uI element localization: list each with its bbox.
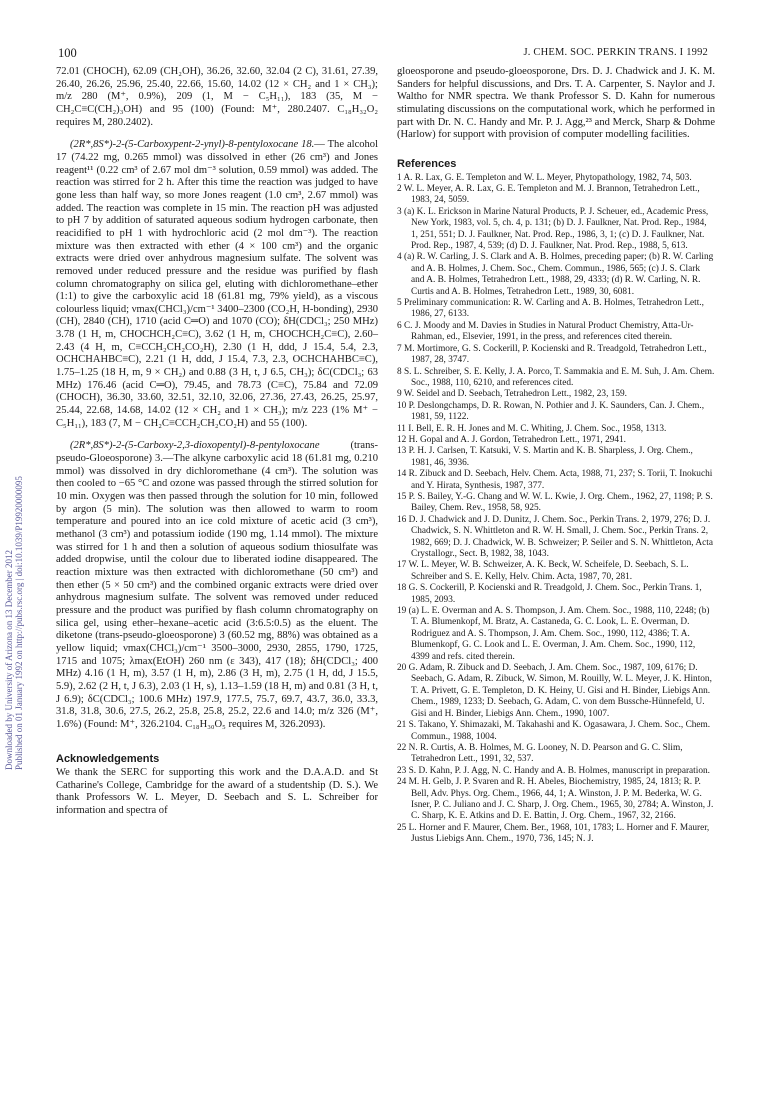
reference-item: 1 A. R. Lax, G. E. Templeton and W. L. Meyer, Phytopathology, 1982, 74, 503. xyxy=(397,172,692,183)
reference-item: 8 S. L. Schreiber, S. E. Kelly, J. A. Porco, T. Sammakia and E. M. Suh, J. Am. Chem. Soc., 1988, 110, 6210, and references cited. xyxy=(397,366,715,388)
compound-3-body: (trans-pseudo-Gloeosporone) 3.—The alkyne carboxylic acid 18 (61.81 mg, 0.210 mmol) was dissolved in dry dichloromethane (4 cm³). The solution was then cooled to −65 °C and ozone was passed through the stirred solution for 10 min. Oxygen was then passed through the solution for 10 min, followed by argon (5 min). The solution was then allowed to warm to room temperature and poured into an ice cold mixture of acetic acid (3 cm³), methanol (3 cm³) and potassium iodide (190 mg, 1.14 mmol). The mixture was stirred for 1 h and then a solution of aqueous sodium thiosulfate was added dropwise, until the colour due to liberated iodine disappeared. The reaction mixture was then extracted with dichloromethane (50 cm³) and then ether (5 × 50 cm³) and the combined organic extracts were dried over anhydrous magnesium sulfate. The solvent was removed under reduced pressure and the product was purified by flash column chromatography on silica gel, using ether–hexane–acetic acid (3:6.5:0.5) as the eluent. The diketone (trans-pseudo-gloeosporone) 3 (60.52 mg, 88%) was obtained as a yellow liquid; νmax(CHCl₃)/cm⁻¹ 3500–3000, 2930, 2855, 1790, 1725, 1715 and 1075; λmax(EtOH) 260 nm (ε 343), 417 (18); δH(CDCl₃; 400 MHz) 4.16 (1 H, m), 3.57 (1 H, m), 2.86 (3 H, m), 2.75 (1 H, dd, J 15.5, 5.9), 2.62 (2 H, t, J 6.3), 2.03 (1 H, s), 1.13–1.59 (18 H, m) and 0.81 (3 H, t, J 6.9); δC(CDCl₃; 100.6 MHz) 197.9, 177.5, 75.7, 69.7, 43.7, 36.0, 33.3, 31.8, 31.8, 30.6, 27.5, 26.2, 25.8, 25.8, 25.2, 22.6 and 14.0; m/z 326 (M⁺, 1.6%) (Found: M⁺, 326.2104. C₁₈H₃₀O₅ requires M, 326.2093). xyxy=(56,440,378,730)
reference-item: 25 L. Horner and F. Maurer, Chem. Ber., 1968, 101, 1783; L. Horner and F. Maurer, Justus Liebigs Ann. Chem., 1970, 736, 145; N. J. xyxy=(397,822,710,845)
acknowledgements-text: We thank the SERC for supporting this work and the D.A.A.D. and St Catharine's College, Cambridge for the award of a studentship (D. S.). We thank Professors W. L. Meyer, D. Seebach and S. L. Schreiber for information and spectra of xyxy=(56,767,378,817)
reference-item: 18 G. S. Cockerill, P. Kocienski and R. Treadgold, J. Chem. Soc., Perkin Trans. 1, 1985, 2093. xyxy=(397,583,702,605)
reference-item: 9 W. Seidel and D. Seebach, Tetrahedron Lett., 1982, 23, 159. xyxy=(397,389,628,400)
reference-item: 16 D. J. Chadwick and J. D. Dunitz, J. Chem. Soc., Perkin Trans. 2, 1979, 276; D. J. Chadwick, S. N. Whittleton and R. W. H. Small, J. Chem. Soc., Perkin Trans. 2, 1982, 669; D. J. Chadwick, W. B. Schweizer; P. Seiler and S. N. Whittleton, Acta Crystallogr., Sect. B, 1982, 38, 1043. xyxy=(397,514,713,559)
reference-item: 17 W. L. Meyer, W. B. Schweizer, A. K. Beck, W. Scheifele, D. Seebach, S. L. Schreiber and S. E. Kelly, Helv. Chim. Acta, 1987, 70, 281. xyxy=(397,560,689,582)
reference-item: 4 (a) R. W. Carling, J. S. Clark and A. B. Holmes, preceding paper; (b) R. W. Carling and A. B. Holmes, J. Chem. Soc., Chem. Commun., 1986, 565; (c) J. S. Clark and A. B. Holmes, Tetrahedron Lett., 1988, 29, 4333; (d) R. W. Carling, N. R. Curtis and A. B. Holmes, Tetrahedron Lett., 1989, 30, 6081. xyxy=(397,252,714,297)
reference-item: 3 (a) K. L. Erickson in Marine Natural Products, P. J. Scheuer, ed., Academic Press, New York, 1983, vol. 5, ch. 4, p. 131; (b) D. J. Faulkner, Nat. Prod. Rep., 1984, 1, 251, 551; D. J. Faulkner, Nat. Prod. Rep., 1986, 3, 1; (c) D. J. Faulkner, Nat. Prod. Rep., 1987, 4, 539; (d) D. J. Faulkner, Nat. Prod. Rep., 1988, 5, 613. xyxy=(397,206,709,252)
reference-item: 15 P. S. Bailey, Y.-G. Chang and W. W. L. Kwie, J. Org. Chem., 1962, 27, 1198; P. S. Bailey, Chem. Rev., 1958, 58, 925. xyxy=(397,491,713,514)
reference-item: 6 C. J. Moody and M. Davies in Studies in Natural Product Chemistry, Atta-Ur-Rahman, ed., Elsevier, 1991, in the press, and references cited therein. xyxy=(397,320,694,343)
compound-18-title: (2R*,8S*)-2-(5-Carboxypent-2-ynyl)-8-pentyloxocane 18. xyxy=(70,139,315,151)
reference-item: 2 W. L. Meyer, A. R. Lax, G. E. Templeton and M. J. Brannon, Tetrahedron Lett., 1983, 24, 5059. xyxy=(397,184,700,206)
reference-item: 7 M. Mortimore, G. S. Cockerill, P. Kocienski and R. Treadgold, Tetrahedron Lett., 1987, 28, 3747. xyxy=(397,343,707,366)
acknowledgements-continuation: gloeosporone and pseudo-gloeosporone, Drs. D. J. Chadwick and J. K. M. Sanders for helpful discussions, and Drs. T. A. Carpenter, S. Naylor and J. Waltho for NMR spectra. We thank Professor S. D. Kahn for numerous stimulating discussions on the computational work, which he performed in part with Dr. N. C. Handy and Mr. P. J. Agg,²³ and Merck, Sharp & Dohme (Harlow) for support with provision of computer modelling facilities. xyxy=(397,66,715,141)
reference-item: 22 N. R. Curtis, A. B. Holmes, M. G. Looney, N. D. Pearson and G. C. Slim, Tetrahedron Lett., 1991, 32, 537. xyxy=(397,742,683,765)
acknowledgements-heading: Acknowledgements xyxy=(56,753,160,766)
reference-item: 14 R. Zibuck and D. Seebach, Helv. Chem. Acta, 1988, 71, 237; S. Torii, T. Inokuchi and Y. Hirata, Synthesis, 1987, 377. xyxy=(397,469,713,491)
reference-item: 10 P. Deslongchamps, D. R. Rowan, N. Pothier and J. K. Saunders, Can. J. Chem., 1981, 59, 1122. xyxy=(397,400,705,423)
reference-item: 11 I. Bell, E. R. H. Jones and M. C. Whiting, J. Chem. Soc., 1958, 1313. xyxy=(397,423,667,434)
download-watermark xyxy=(4,250,22,770)
reference-item: 12 H. Gopal and A. J. Gordon, Tetrahedron Lett., 1971, 2941. xyxy=(397,434,626,445)
compound-18-body: — The alcohol 17 (74.22 mg, 0.265 mmol) was dissolved in ether (26 cm³) and Jones reagent¹¹ (0.22 cm³ of 2.67 mol dm⁻³ solution, 0.59 mmol) was added. The reaction was stirred for 2 h. After this time the reaction was judged to have gone less than half way, so more Jones reagent (1.0 cm³, 2.67 mmol) was added. The reaction was complete in 15 min. The reaction pH was adjusted to pH 7 by addition of saturated aqueous sodium hydrogen carbonate, then reacidified to pH 1 with hydrochloric acid (2 mol dm⁻³). The reaction mixture was then extracted with ether (4 × 100 cm³) and the organic extracts were dried over anhydrous magnesium sulfate. The solvent was removed under reduced pressure and the residue was purified by flash column chromatography on silica gel, eluting with dichloromethane–ether (1:1) to give the carboxylic acid 18 (61.81 mg, 79% yield), as a viscous colourless liquid; νmax(CHCl₃)/cm⁻¹ 3400–2300 (CO₂H, H-bonding), 2930 (CH), 2840 (CH), 1710 (acid C═O) and 1070 (CO); δH(CDCl₃; 250 MHz) 3.78 (1 H, m, CHOCHCH₂C≡C), 3.62 (1 H, m, CHOCHCH₂C≡C), 2.60–2.43 (4 H, m, C≡CCH₂CH₂CO₂H), 2.30 (1 H, ddd, J 15.4, 5.4, 2.3, OCHCHAHBC≡C), 2.21 (1 H, ddd, J 15.4, 7.3, 2.3, OCHCHAHBC≡C), 1.75–1.25 (18 H, m, 9 × CH₂) and 0.88 (3 H, t, J 6.5, CH₃); δC(CDCl₃; 63 MHz) 176.46 (acid C═O), 79.45, and 78.73 (C≡C), 75.84 and 72.09 (CHOCH), 36.30, 33.60, 32.51, 32.10, 32.06, 27.36, 27.43, 26.25, 25.97, 25.44, 22.68, 14.68, 14.02 (12 × CH₂ and 1 × CH₃); m/z 223 (1% M⁺ − C₅H₁₁), 183 (7, M − CH₂C≡CCH₂CH₂CO₂H) and 55 (100). xyxy=(56,139,378,429)
reference-list xyxy=(397,173,715,846)
reference-item: 23 S. D. Kahn, P. J. Agg, N. C. Handy and A. B. Holmes, manuscript in preparation. xyxy=(397,765,710,776)
compound-3-title: (2R*,8S*)-2-(5-Carboxy-2,3-dioxopentyl)-8-pentyloxocane xyxy=(70,440,320,452)
reference-item: 19 (a) L. E. Overman and A. S. Thompson, J. Am. Chem. Soc., 1988, 110, 2248; (b) T. A. Blumenkopf, M. Bratz, A. Castaneda, G. C. Look, L. E. Overman, D. Rodriguez and A. S. Thompson, J. Am. Chem. Soc., 1990, 112, 4386; T. A. Blumenkopf, G. C. Look and L. E. Overman, J. Am. Chem. Soc., 1990, 112, 4399 and refs. cited therein. xyxy=(397,606,710,662)
reference-item: 20 G. Adam, R. Zibuck and D. Seebach, J. Am. Chem. Soc., 1987, 109, 6176; D. Seebach, G. Adam, R. Zibuck, W. Simon, M. Rouilly, W. L. Meyer, J. K. Hinton, T. A. Privett, G. E. Templeton, D. K. Heiny, U. Gisi and H. Binder, Liebigs Ann. Chem., 1989, 1233; D. Seebach, G. Adam, C. von dem Bussche-Hünnefeld, U. Gisi and H. Binder, Liebigs Ann. Chem., 1990, 1007. xyxy=(397,663,712,719)
journal-running-title: J. CHEM. SOC. PERKIN TRANS. I 1992 xyxy=(523,47,708,58)
references-heading: References xyxy=(397,157,457,170)
download-line: Downloaded by University of Arizona on 13 December 2012 xyxy=(4,550,14,770)
page-number: 100 xyxy=(58,46,77,60)
left-column xyxy=(56,66,378,818)
nmr-data-continuation: 72.01 (CHOCH), 62.09 (CH₂OH), 36.26, 32.60, 32.04 (2 C), 31.61, 27.39, 26.40, 26.26, 25.96, 25.40, 22.66, 15.60, 14.02 (12 × CH₂ and 1 × CH₃); m/z 280 (M⁺, 0.9%), 209 (1, M − C₅H₁₁), 183 (35, M − CH₂C≡C(CH₂)₃OH) and 95 (100) (Found: M⁺, 280.2407. C₁₈H₃₂O₂ requires M, 280.2402). xyxy=(56,66,378,128)
compound-18-paragraph xyxy=(56,139,378,430)
doi-line[interactable]: Published on 01 January 1992 on http://pubs.rsc.org | doi:10.1039/P19920000095 xyxy=(14,476,24,770)
right-column xyxy=(397,66,715,846)
page-header xyxy=(58,46,708,62)
reference-item: 5 Preliminary communication: R. W. Carling and A. B. Holmes, Tetrahedron Lett., 1986, 27, 6133. xyxy=(397,298,704,320)
compound-3-paragraph xyxy=(56,440,378,731)
reference-item: 21 S. Takano, Y. Shimazaki, M. Takahashi and K. Ogasawara, J. Chem. Soc., Chem. Commun., 1988, 1004. xyxy=(397,720,711,742)
reference-item: 24 M. H. Gelb, J. P. Svaren and R. H. Abeles, Biochemistry, 1985, 24, 1813; R. P. Bell, Adv. Phys. Org. Chem., 1966, 44, 1; A. Winston, J. P. M. Bederka, W. G. Isner, P. C. Juliano and J. C. Sharp, J. Org. Chem., 1965, 30, 2784; A. Winston, J. C. Sharp, K. E. Atkins and D. E. Battin, J. Org. Chem., 1967, 32, 2166. xyxy=(397,777,714,822)
reference-item: 13 P. H. J. Carlsen, T. Katsuki, V. S. Martin and K. B. Sharpless, J. Org. Chem., 1981, 46, 3936. xyxy=(397,446,693,468)
